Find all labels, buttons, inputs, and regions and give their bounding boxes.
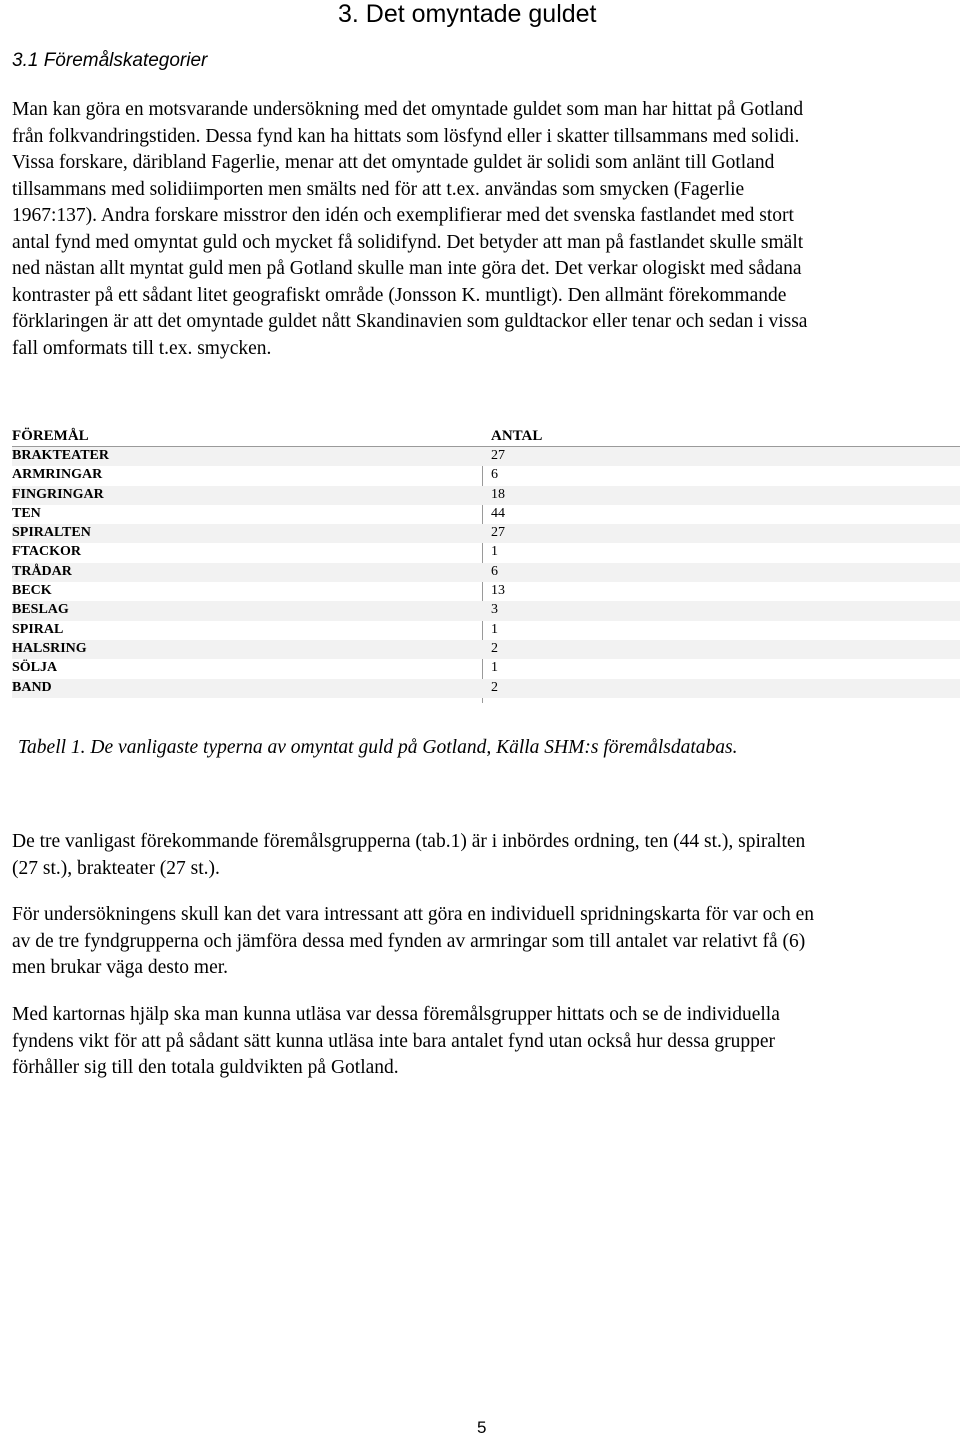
text-line: fyndens vikt för att på sådant sätt kunna utläsa inte bara antalet fynd utan också hur dessa grupper bbox=[12, 1030, 775, 1052]
table-body bbox=[12, 447, 960, 698]
text-line: 1967:137). Andra forskare misstror den idén och exemplifierar med det svenska fastlandet med stort bbox=[12, 205, 794, 226]
page-number: 5 bbox=[477, 1418, 487, 1437]
text-line: men brukar väga desto mer. bbox=[12, 957, 229, 978]
item-count: 44 bbox=[491, 505, 505, 521]
text-line: förhåller sig till den totala guldvikten på Gotland. bbox=[12, 1057, 399, 1078]
table-row bbox=[12, 543, 960, 562]
text-line: av de tre fyndgrupperna och jämföra dessa med fynden av armringar som till antalet var relativt få (6) bbox=[12, 930, 806, 952]
intro-paragraph bbox=[12, 97, 957, 362]
table-caption: Tabell 1. De vanligaste typerna av omyntat guld på Gotland, Källa SHM:s föremålsdatabas. bbox=[18, 737, 738, 758]
item-name: SÖLJA bbox=[12, 660, 58, 676]
text-line: kontraster på ett sådant litet geografiskt område (Jonsson K. muntligt). Den allmänt förekommande bbox=[12, 284, 787, 306]
table-row bbox=[12, 679, 960, 698]
objects-table bbox=[12, 429, 960, 698]
item-name: BECK bbox=[12, 583, 52, 599]
text-line: De tre vanligast förekommande föremålsgrupperna (tab.1) är i inbördes ordning, ten (44 st.), spiralten bbox=[12, 831, 806, 852]
item-name: FINGRINGAR bbox=[12, 486, 104, 502]
table-row bbox=[12, 524, 960, 543]
paragraph-4 bbox=[12, 1002, 957, 1082]
table-header bbox=[12, 429, 960, 447]
item-name: SPIRALTEN bbox=[12, 525, 91, 541]
text-line: förklaringen är att det omyntade guldet nått Skandinavien som guldtackor eller tenar och sedan i vissa bbox=[12, 311, 808, 332]
item-name: BESLAG bbox=[12, 602, 69, 618]
text-line: För undersökningens skull kan det vara intressant att göra en individuell spridningskarta för var och en bbox=[12, 904, 815, 925]
table-row bbox=[12, 486, 960, 505]
item-name: ARMRINGAR bbox=[12, 467, 103, 483]
item-count: 13 bbox=[491, 583, 505, 599]
item-count: 1 bbox=[491, 660, 498, 676]
table-row bbox=[12, 505, 960, 524]
text-line: ned nästan allt myntat guld men på Gotland skulle man inte göra det. Det verkar ologiskt med sådana bbox=[12, 258, 802, 279]
text-line: från folkvandringstiden. Dessa fynd kan ha hittats som lösfynd eller i skatter tillsammans med solidi. bbox=[12, 125, 800, 147]
table-row bbox=[12, 563, 960, 582]
text-line: Man kan göra en motsvarande undersökning med det omyntade guldet som man har hittat på Gotland bbox=[12, 99, 804, 120]
section-title: 3. Det omyntade guldet bbox=[338, 0, 597, 28]
item-name: HALSRING bbox=[12, 640, 87, 656]
item-name: BRAKTEATER bbox=[12, 448, 109, 463]
item-name: TEN bbox=[12, 505, 41, 521]
item-count: 6 bbox=[491, 467, 498, 483]
text-line: fall omformats till t.ex. smycken. bbox=[12, 337, 272, 359]
paragraph-3 bbox=[12, 902, 957, 982]
item-count: 6 bbox=[491, 563, 498, 579]
table-row bbox=[12, 582, 960, 601]
item-name: FTACKOR bbox=[12, 544, 81, 560]
item-count: 27 bbox=[491, 525, 505, 541]
text-line: Vissa forskare, däribland Fagerlie, menar att det omyntade guldet är solidi som anlänt till Gotland bbox=[12, 152, 775, 173]
item-count: 3 bbox=[491, 602, 498, 618]
header-count: ANTAL bbox=[491, 428, 543, 444]
table-row bbox=[12, 640, 960, 659]
table-row bbox=[12, 621, 960, 640]
item-count: 2 bbox=[491, 679, 498, 695]
item-count: 2 bbox=[491, 640, 498, 656]
item-count: 18 bbox=[491, 486, 505, 502]
item-count: 1 bbox=[491, 621, 498, 637]
table-row bbox=[12, 659, 960, 678]
table-row bbox=[12, 447, 960, 466]
item-name: SPIRAL bbox=[12, 621, 64, 637]
item-name: TRÅDAR bbox=[12, 563, 72, 579]
subsection-title: 3.1 Föremålskategorier bbox=[12, 50, 208, 71]
text-line: tillsammans med solidiimporten men smälts ned för att t.ex. användas som smycken (Fagerlie bbox=[12, 178, 745, 200]
text-line: (27 st.), brakteater (27 st.). bbox=[12, 857, 220, 879]
paragraph-2 bbox=[12, 829, 957, 882]
table-row bbox=[12, 601, 960, 620]
item-name: BAND bbox=[12, 679, 52, 695]
item-count: 27 bbox=[491, 448, 505, 463]
table-row bbox=[12, 466, 960, 485]
text-line: Med kartornas hjälp ska man kunna utläsa var dessa föremålsgrupper hittats och se de individuella bbox=[12, 1004, 780, 1025]
item-count: 1 bbox=[491, 544, 498, 560]
header-item: FÖREMÅL bbox=[12, 428, 89, 444]
text-line: antal fynd med omyntat guld och mycket få solidifynd. Det betyder att man på fastlandet skulle smält bbox=[12, 231, 804, 253]
